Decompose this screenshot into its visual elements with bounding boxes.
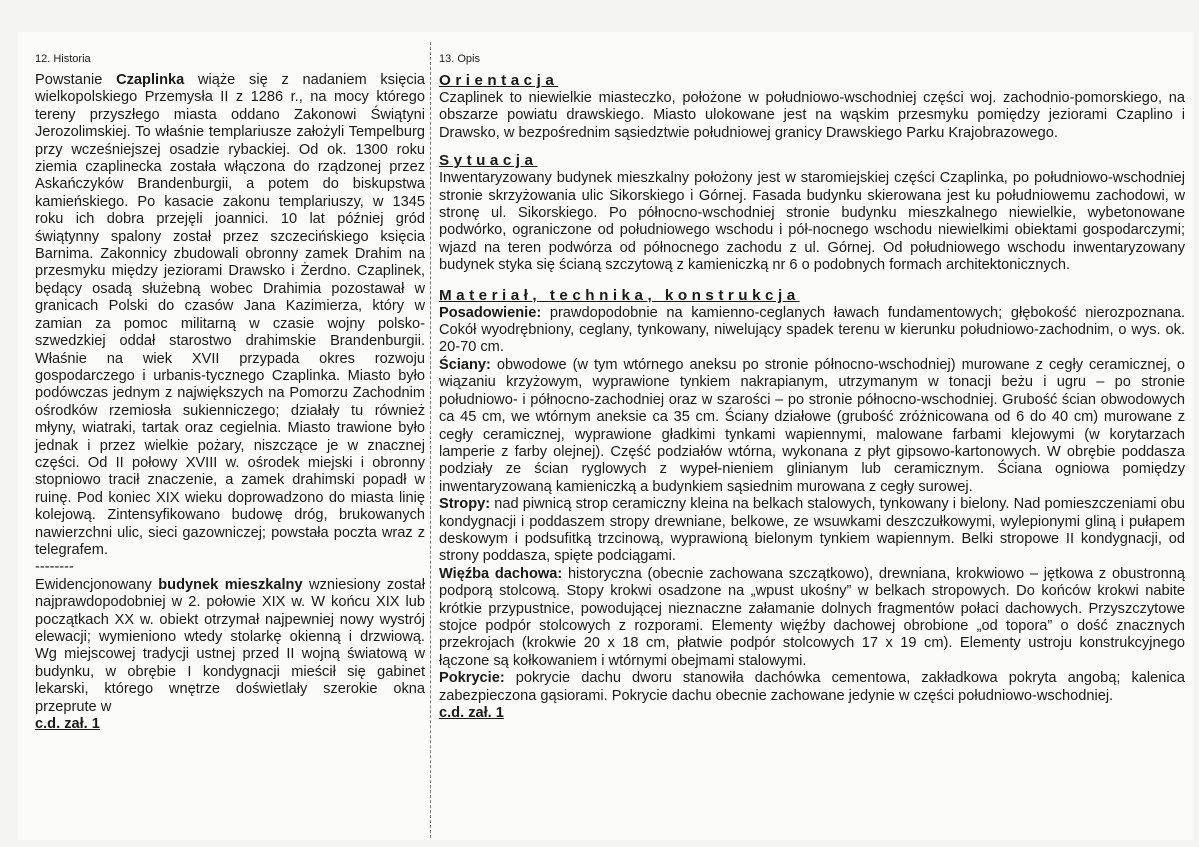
building-paragraph <box>35 577 425 716</box>
material-text: historyczna (obecnie zachowana szczątkowo), drewniana, krokwiowo – jętkowa z obustronną podporą stolcową. Stopy krokwi osadzone na „wpust ukośny” w belkach stropowych. Do końców krokwi nabite krótkie przypustnice, powodującej nieznaczne załamanie dolnych fragmentów połaci dachowych. Przyszczytowe stojce podpór stolcowych z rozporami. Elementy więźby dachowej obrobione „od topora” o dość znacznych przekrojach (krokwie 20 x 18 cm, płatwie podpór stolcowych 17 x 19 cm). Elementy ustroju konstrukcyjnego łączone są kołkowaniem i wtórnymi obejmami stalowymi. <box>439 565 1185 669</box>
material-label: Stropy: <box>439 496 491 513</box>
history-text: wiąże się z nadaniem księcia wielkopolskiego Przemysła II z 1286 r., na mocy którego tereny przyszłego miasta oddano Zakonowi Świątyni Jerozolimskiej. To właśnie templariusze założyli Tempelburg przy wcześniejszej osadzie rybackiej. Od ok. 1300 roku ziemia czaplinecka została włączona do rządzonej przez Askańczyków Brandenburgii, a potem do biskupstwa kamieńskiego. Po kasacie zakonu templariuszy, w 1345 roku ich dobra przejęli joannici. 10 lat później gród świątynny spalony został przez szczecińskiego księcia Barnima. Zakonnicy zbudowali obronny zamek Drahim na przesmyku między jeziorami Drawsko i Żerdno. Czaplinek, będący osadą służebną wobec Drahimia pozostawał w granicach Polski do czasów Jana Kazimierza, który w zamian za pomoc militarną w czasie wojny polsko-szwedzkiej oddał starostwo drahimskie Brandenburgii. Właśnie na wiek XVII przypada okres rozwoju gospodarczego i urbanis-tycznego Czaplinka. Miasto było podówczas jednym z największych na Pomorzu Zachodnim ośrodków rzemiosła sukienniczego; działały tu również młyny, wiatraki, tartak oraz cegielnia. Miasto trawione było jednak i przez wielkie pożary, niszczące je w znacznej części. Od II połowy XVIII w. ośrodek miejski i obronny stopniowo tracił znaczenie, a zamek drahimski popadł w ruinę. Pod koniec XIX wieku doprowadzono do miasta linię kolejową. Zintensyfikowano budowę dróg, brukowanych nawierzchni ulic, sieci gazowniczej; powstała poczta wraz z telegrafem. <box>35 72 425 558</box>
material-item-pokrycie <box>439 670 1185 705</box>
column-divider <box>430 42 431 838</box>
material-label: Ściany: <box>439 356 491 373</box>
history-town-name: Czaplinka <box>116 72 185 88</box>
section-title-sytuacja: Sytuacja <box>439 152 538 170</box>
sytuacja-text: Inwentaryzowany budynek mieszkalny położony jest w staromiejskiej części Czaplinka, po południowo-wschodniej stronie skrzyżowania ulic Sikorskiego i Górnej. Fasada budynku skierowana jest ku południowemu zachodowi, w stronę ul. Sikorskiego. Po północno-wschodniej stronie budynku mieszkalnego niewielkie, wybetonowane podwórko, ograniczone od południowego wschodu i pół-nocnego wschodu niewielkimi obiektami gospodarczymi; wjazd na teren podwórza od północnego zachodu z ul. Górnej. Od południowego wschodu inwentaryzowany budynek styka się ścianą szczytową z kamieniczką nr 6 o podobnych formach architektonicznych. <box>439 170 1185 274</box>
history-paragraph <box>35 72 425 559</box>
material-label: Więźba dachowa: <box>439 565 563 582</box>
section-title-orientacja: Orientacja <box>439 72 559 89</box>
material-item-wiezba <box>439 566 1185 670</box>
material-item-posadowienie <box>439 305 1185 357</box>
description-header: 13. Opis <box>439 53 480 65</box>
material-item-stropy <box>439 496 1185 566</box>
history-header: 12. Historia <box>35 53 91 65</box>
material-label: Pokrycie: <box>439 670 505 687</box>
building-text: wzniesiony został najprawdopodobniej w 2. połowie XIX w. W końcu XIX lub początkach XX w. obiekt otrzymał najpewniej nowy wystrój elewacji; wymieniono wtedy stolarkę okienną i drzwiową. Wg miejscowej tradycji ustnej przed II wojną światową w budynku, w obrębie I kondygnacji mieścił się gabinet lekarski, którego wnętrze doświetlały szerokie okna przeprute w <box>35 576 425 715</box>
material-item-sciany <box>439 357 1185 496</box>
material-text: pokrycie dachu dworu stanowiła dachówka cementowa, zakładkowa pokryta angobą; kalenica zabezpieczona gąsiorami. Pokrycie dachu obecnie zachowane jedynie w części południowo-wschodniej. <box>439 670 1185 704</box>
continued-note-right: c.d. zał. 1 <box>439 705 504 721</box>
continued-note-left: c.d. zał. 1 <box>35 716 100 733</box>
history-text-pre: Powstanie <box>35 72 117 88</box>
history-column <box>35 52 425 733</box>
material-label: Posadowienie: <box>439 304 542 321</box>
description-column <box>439 52 1185 722</box>
orientacja-text: Czaplinek to niewielkie miasteczko, położone w południowo-wschodniej części woj. zachodnio-pomorskiego, na obszarze powiatu drawskiego. Miasto ulokowane jest na wąskim przesmyku pomiędzy jeziorami Czaplino i Drawsko, w bezpośrednim sąsiedztwie południowej granicy Drawskiego Parku Krajobrazowego. <box>439 90 1185 141</box>
separator-line: -------- <box>35 559 74 576</box>
building-text-pre: Ewidencjonowany <box>35 576 159 593</box>
material-text: nad piwnicą strop ceramiczny kleina na belkach stalowych, tynkowany i bielony. Nad pomieszczeniami obu kondygnacji i poddaszem stropy drewniane, belkowe, ze wsuwkami deszczułkowymi, wylepionymi gliną i pułapem deskowym i podsufitką trzcinową, wyprawioną bielonym tynkiem wapiennym. Belki stropowe II kondygnacji, od strony poddasza, spięte podciągami. <box>439 496 1185 565</box>
building-type: budynek mieszkalny <box>158 576 303 593</box>
material-text: prawdopodobnie na kamienno-ceglanych ławach fundamentowych; głębokość nierozpoznana. Cokół wyodrębniony, ceglany, tynkowany, niwelujący spadek terenu w kierunku południowo-zachodnim, o wys. ok. 20-70 cm. <box>439 304 1185 356</box>
material-text: obwodowe (w tym wtórnego aneksu po stronie północno-wschodniej) murowane z cegły ceramicznej, o wiązaniu krzyżowym, wyprawione tynkiem nakrapianym, utrzymanym w tonacji beżu i ugru – po stronie południowo- i północno-zachodniej oraz w szarości – po stronie północno-wschodniej. Grubość ścian obwodowych ca 45 cm, we wtórnym aneksie ca 35 cm. Ściany działowe (grubość zróżnicowana od 6 do 40 cm) murowane z cegły ceramicznej, wyprawione gładkimi tynkami wapiennymi, malowane farbami klejowymi (w korytarzach lamperie z farby olejnej). Część podziałów wtórna, wykonana z płyt gipsowo-kartonowych. W obrębie poddasza podziały ze ścian ryglowych z wypeł-nieniem glinianym lub ceramicznym. Ściana ogniowa pomiędzy inwentaryzowaną kamieniczką a budynkiem sąsiednim murowana z cegły surowej. <box>439 356 1185 495</box>
section-title-material: Materiał, technika, konstrukcja <box>439 286 800 304</box>
